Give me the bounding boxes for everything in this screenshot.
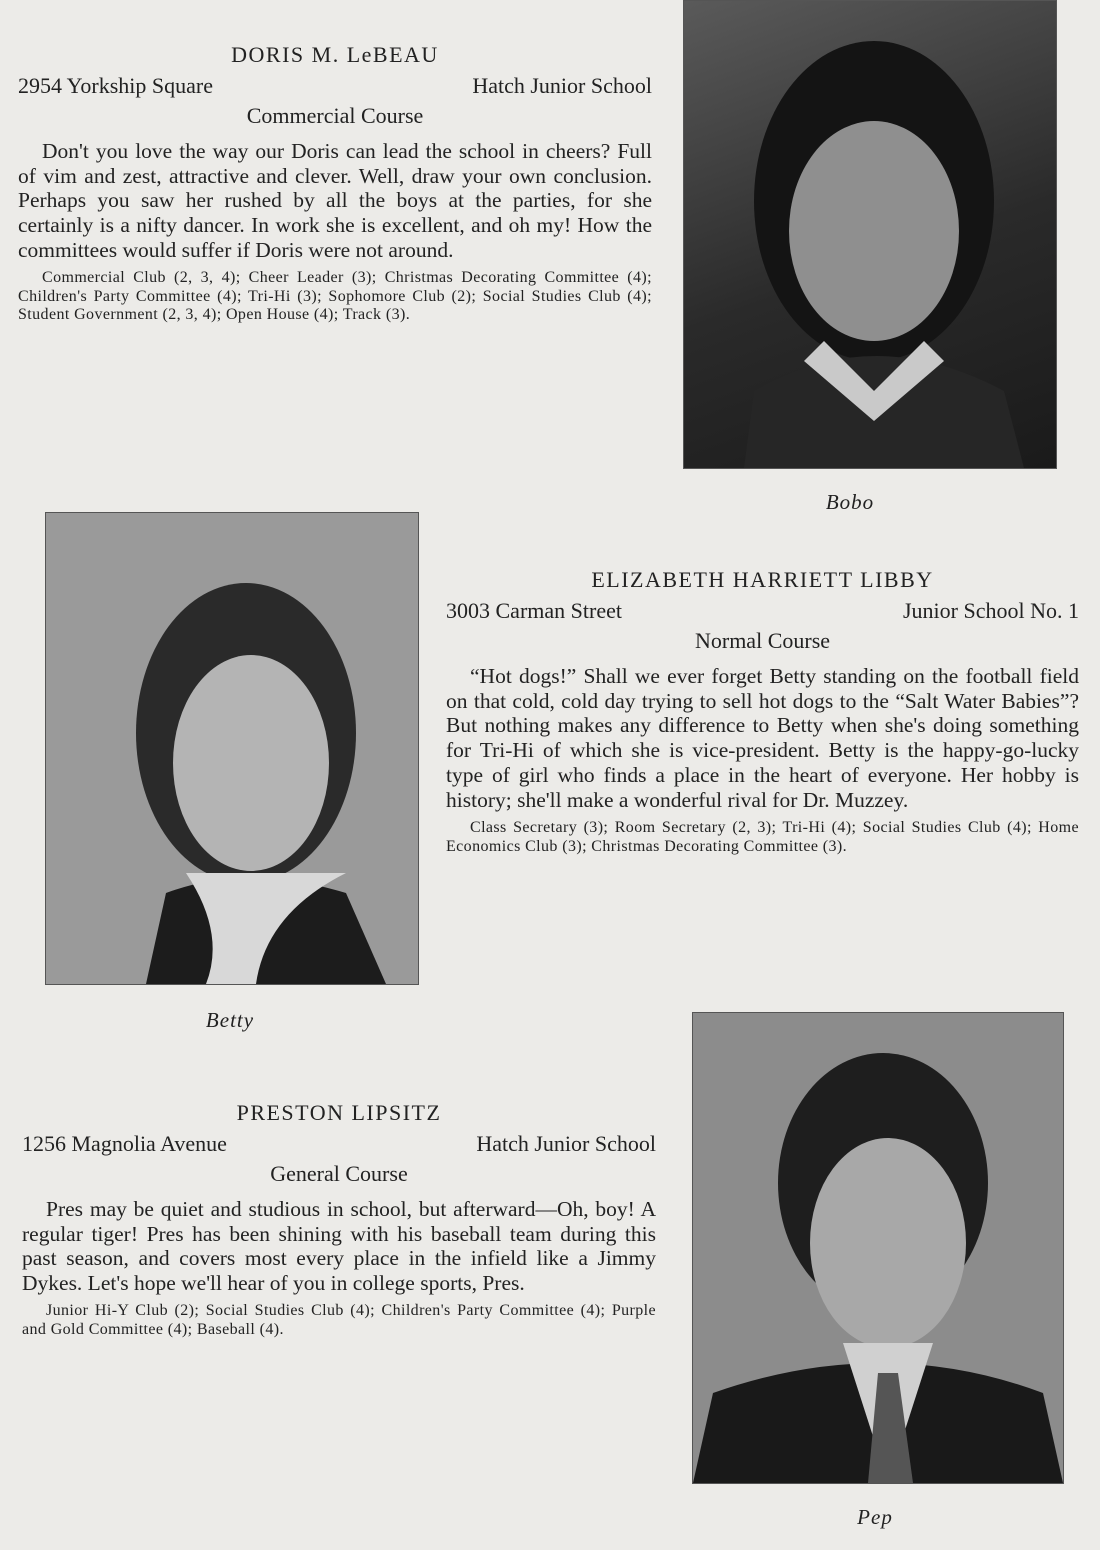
portrait-photo-libby [45,512,419,985]
entry-lipsitz [22,1100,656,1339]
student-name: DORIS M. LeBEAU [231,42,439,67]
address-row [22,1130,656,1159]
nickname-lebeau: Bobo [825,490,875,514]
prior-school: Junior School No. 1 [903,598,1079,623]
bio-text: Pres may be quiet and studious in school, but afterward—Oh, boy! A regular tiger! Pres has been shining with his baseball team during this past season, and covers most every place in the infield like a Jimmy Dykes. Let's hope we'll hear of you in college sports, Pres. [22,1196,656,1296]
course-name: General Course [270,1160,408,1186]
student-name: PRESTON LIPSITZ [236,1100,442,1125]
course-name: Commercial Course [246,102,424,128]
portrait-photo-lebeau [683,0,1057,469]
prior-school: Hatch Junior School [476,1131,656,1156]
bio-text: “Hot dogs!” Shall we ever forget Betty standing on the football field on that cold, cold day trying to sell hot dogs to the “Salt Water Babies”? But nothing makes any difference to Betty when she's doing something for Tri-Hi of which she is vice-president. Betty is the happy-go-lucky type of girl who finds a place in the heart of everyone. Her hobby is history; she'll make a wonderful rival for Dr. Muzzey. [446,663,1079,813]
address-row [446,597,1079,626]
address-row [18,72,652,101]
portrait-photo-lipsitz [692,1012,1064,1484]
entry-libby [446,567,1079,856]
course-name: Normal Course [694,627,831,653]
nickname-libby: Betty [205,1008,255,1032]
bio-text: Don't you love the way our Doris can lead the school in cheers? Full of vim and zest, attractive and clever. Well, draw your own conclusion. Perhaps you saw her rushed by all the boys at the parties, for she certainly is a nifty dancer. In work she is excellent, and oh my! How the committees would suffer if Doris were not around. [18,138,652,263]
entry-lebeau [18,42,652,324]
home-address: 3003 Carman Street [446,598,622,623]
prior-school: Hatch Junior School [472,73,652,98]
nickname-lipsitz: Pep [857,1505,893,1529]
home-address: 1256 Magnolia Avenue [22,1131,227,1156]
activities-list: Class Secretary (3); Room Secretary (2, 3); Tri-Hi (4); Social Studies Club (4); Home Economics Club (3); Christmas Decorating Committee (3). [446,819,1079,855]
home-address: 2954 Yorkship Square [18,73,213,98]
activities-list: Commercial Club (2, 3, 4); Cheer Leader (3); Christmas Decorating Committee (4); Children's Party Committee (4); Tri-Hi (3); Sophomore Club (2); Social Studies Club (4); Student Government (2, 3, 4); Open House (4); Track (3). [18,269,652,324]
student-name: ELIZABETH HARRIETT LIBBY [591,567,934,592]
activities-list: Junior Hi-Y Club (2); Social Studies Club (4); Children's Party Committee (4); Purple and Gold Committee (4); Baseball (4). [22,1302,656,1338]
